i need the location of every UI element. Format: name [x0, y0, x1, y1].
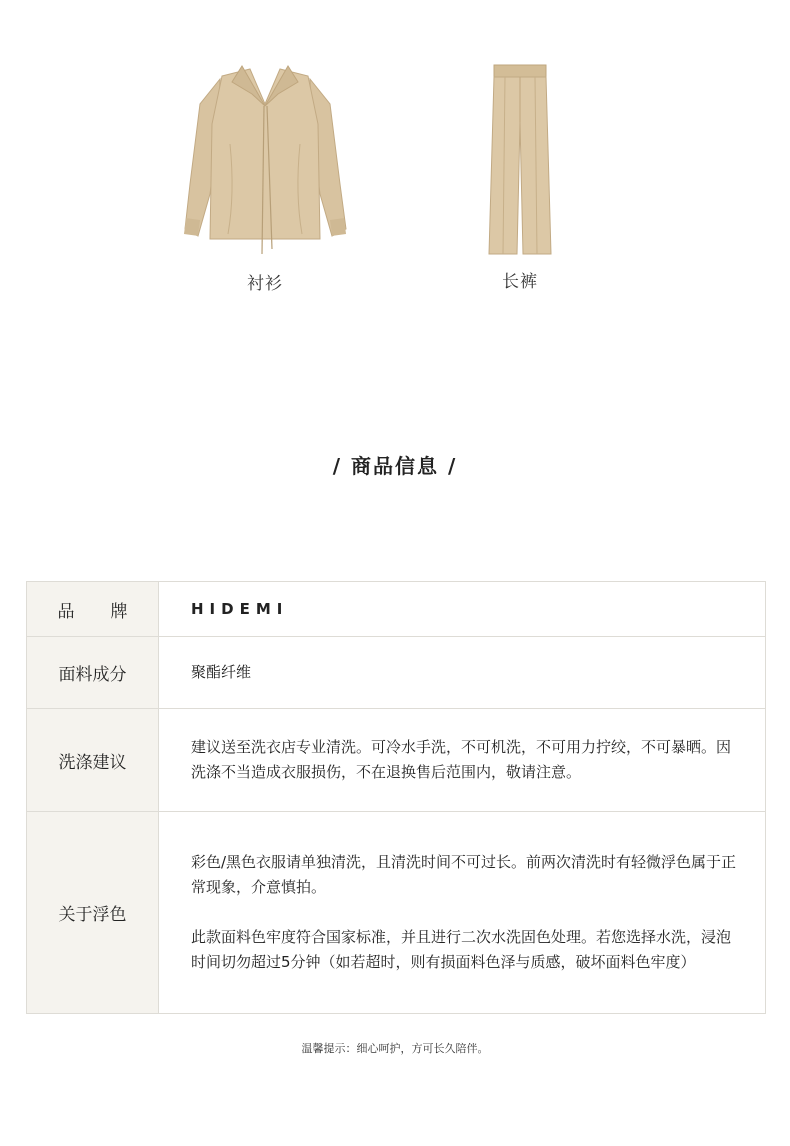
product-pants: [475, 62, 565, 292]
wash-value: 建议送至洗衣店专业清洗。可冷水手洗，不可机洗，不可用力拧绞，不可暴晒。因洗涤不当造成衣服损伤，不在退换售后范围内，敬请注意。: [159, 709, 766, 812]
product-info-table: [26, 581, 766, 1014]
brand-key: 品牌: [27, 582, 159, 637]
color-key: 关于浮色: [27, 812, 159, 1014]
fabric-key: 面料成分: [27, 637, 159, 709]
table-row-wash: [27, 709, 766, 812]
color-note-2: 此款面料色牢度符合国家标准，并且进行二次水洗固色处理。若您选择水洗，浸泡时间切勿超过5分钟（如若超时，则有损面料色泽与质感，破坏面料色牢度）: [191, 928, 732, 971]
product-shirt: [180, 64, 350, 294]
table-row-color: [27, 812, 766, 1014]
footer-note: 温馨提示：细心呵护，方可长久陪伴。: [301, 1042, 489, 1055]
wash-key: 洗涤建议: [27, 709, 159, 812]
color-note-1: 彩色/黑色衣服请单独清洗，且清洗时间不可过长。前两次清洗时有轻微浮色属于正常现象，介意慎拍。: [191, 853, 737, 896]
product-label-pants: 长裤: [502, 272, 538, 292]
table-row-fabric: [27, 637, 766, 709]
brand-value: HIDEMI: [159, 582, 766, 637]
color-value: [159, 812, 766, 1014]
table-row-brand: [27, 582, 766, 637]
fabric-value: 聚酯纤维: [159, 637, 766, 709]
pants-icon: [485, 62, 555, 257]
product-label-shirt: 衬衫: [247, 274, 283, 294]
section-title: / 商品信息 /: [332, 454, 458, 478]
shirt-icon: [180, 64, 350, 259]
